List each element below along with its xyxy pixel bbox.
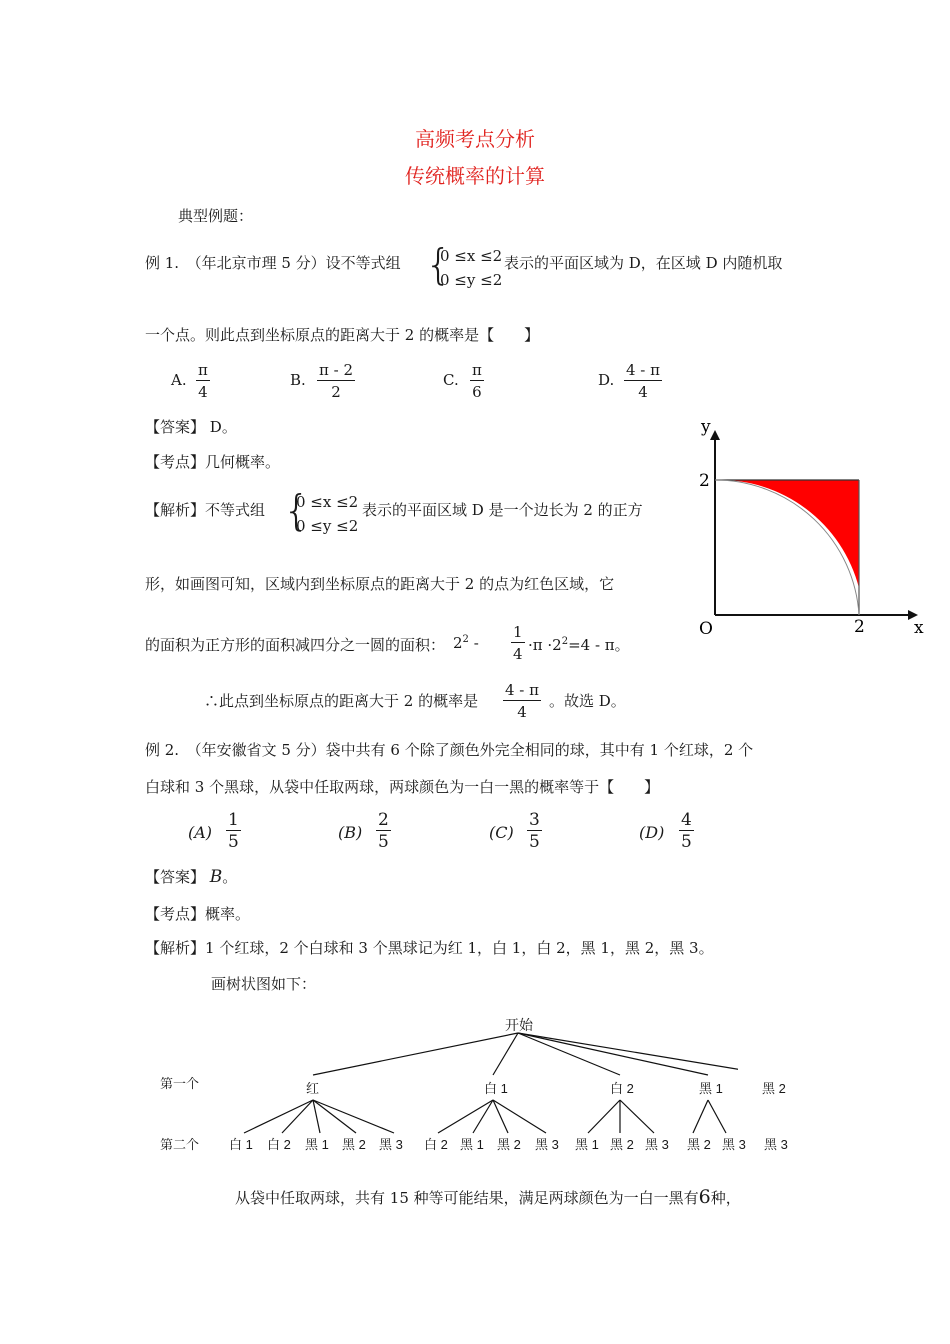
formula-end: 。 [614,636,630,654]
answer-value: D。 [209,418,237,436]
ex2-option-a-label: (A) [188,823,213,842]
formula-tail: =4 - π [568,636,615,654]
tree-level2-node: 黑 1 [575,1137,599,1152]
fraction-numerator: π - 2 [319,361,354,379]
tree-level2-node: 白 2 [424,1137,448,1152]
ex1-conclusion-prefix: ∴此点到坐标原点的距离大于 2 的概率是 [204,692,479,710]
final-suffix: 种， [710,1189,741,1207]
ex1-conclusion-fraction [503,680,541,723]
ex1-analysis-line2: 形，如画图可知，区域内到坐标原点的距离大于 2 的点为红色区域，它 [145,575,615,593]
ex1-system-line1: 0 ≤x ≤2 [440,247,503,265]
brace-icon: { [283,486,310,535]
origin-label: O [699,619,713,639]
tree-level2-node: 黑 3 [535,1137,559,1152]
final-prefix: 从袋中任取两球，共有 15 种等可能结果，满足两球颜色为一白一黑有 [235,1189,699,1207]
ex2-answer [145,866,237,887]
ex2-question-line1: 例 2. （年安徽省文 5 分）袋中共有 6 个除了颜色外完全相同的球，其中有 1 个红球，2 个 [145,741,754,759]
area-formula-part2 [528,634,630,655]
tree-level1-node: 白 1 [484,1081,508,1096]
ex2-option-b-label: (B) [338,823,363,842]
fraction-numerator: 1 [228,810,239,830]
tree-level2-node: 黑 3 [722,1137,746,1152]
y-axis-arrow-icon [710,430,720,440]
fraction-denominator: 4 [638,383,648,401]
ex2-question-line2: 白球和 3 个黑球，从袋中任取两球，两球颜色为一白一黑的概率等于【 】 [145,778,660,796]
tree-root: 开始 [505,1017,533,1033]
tree-level2-node: 黑 2 [610,1137,634,1152]
fraction-denominator: 5 [681,832,692,852]
ex1-option-d-fraction [624,360,662,403]
tree-level1-node: 黑 2 [762,1081,786,1096]
tree-row1-label: 第一个 [160,1076,200,1091]
final-number: 6 [698,1186,711,1208]
ex1-analysis-prefix [145,499,265,520]
ex1-option-d-label: D. [598,371,615,389]
page-subtitle: 传统概率的计算 [405,164,545,188]
analysis-text: 不等式组 [205,501,266,519]
fraction-numerator: 4 - π [505,681,540,699]
ex1-option-a-fraction [196,360,210,403]
intro-label: 典型例题： [178,207,254,225]
x-tick-label: 2 [854,617,865,637]
fraction-numerator: 1 [513,623,523,641]
formula-rest: ·π ·2 [528,636,562,654]
tree-level2-node: 黑 2 [687,1137,711,1152]
region-figure [685,410,935,645]
point-tag: 【考点】 [145,905,206,923]
formula-base: 2 [453,634,463,652]
point-tag: 【考点】 [145,453,206,471]
fraction-numerator: 2 [378,810,389,830]
answer-tag: 【答案】 [145,418,206,436]
tree-level2-node: 黑 1 [460,1137,484,1152]
fraction-numerator: 4 [681,810,692,830]
ex2-option-c-fraction [527,810,542,853]
point-value: 几何概率。 [205,453,281,471]
y-tick-label: 2 [699,471,710,491]
ex1-suffix: 表示的平面区域为 D，在区域 D 内随机取 [504,254,783,272]
tree-level2-node: 黑 2 [497,1137,521,1152]
formula-exponent: 2 [462,634,469,645]
area-formula-fraction [511,622,525,665]
x-axis-label: x [914,618,924,638]
tree-level2-node: 黑 3 [379,1137,403,1152]
ex2-final-line [235,1186,741,1208]
ex1-question-line2: 一个点。则此点到坐标原点的距离大于 2 的概率是【 】 [145,326,540,344]
formula-minus: - [468,634,479,652]
ex1-option-b-fraction [317,360,355,403]
ex1-option-b-label: B. [290,371,306,389]
fraction-numerator: π [472,361,482,379]
fraction-numerator: 4 - π [626,361,661,379]
fraction-denominator: 4 [198,383,208,401]
ex2-option-b-fraction [376,810,391,853]
page-title: 高频考点分析 [415,127,535,151]
ex1-system [440,244,502,292]
ex1-conclusion-suffix: 。故选 D。 [549,692,626,710]
ex2-point [145,903,250,924]
brace-icon: { [425,240,452,289]
ex1-analysis-line3: 的面积为正方形的面积减四分之一圆的面积： [145,636,446,654]
tree-level2-node: 黑 2 [342,1137,366,1152]
analysis-text: 1 个红球，2 个白球和 3 个黑球记为红 1，白 1，白 2，黑 1，黑 2，黑 3。 [205,939,714,957]
red-region [715,480,859,588]
ex2-analysis [145,937,714,958]
fraction-numerator: π [198,361,208,379]
fraction-denominator: 4 [517,703,527,721]
analysis-tag: 【解析】 [145,501,206,519]
y-axis-label: y [701,417,711,437]
ex1-answer [145,416,237,437]
fraction-numerator: 3 [529,810,540,830]
ex1-analysis-suffix: 表示的平面区域 D 是一个边长为 2 的正方 [362,501,643,519]
tree-intro: 画树状图如下： [211,975,317,993]
tree-level2-node: 黑 3 [764,1137,788,1152]
tree-level1-node: 红 [306,1081,320,1096]
tree-level2-node: 白 2 [267,1137,291,1152]
tree-level1-node: 白 2 [610,1081,634,1096]
point-value: 概率。 [205,905,251,923]
ex1-prefix: 例 1. （年北京市理 5 分）设不等式组 [145,254,401,272]
tree-level2-node: 黑 3 [645,1137,669,1152]
ex1-option-c-label: C. [443,371,459,389]
area-formula-part1 [453,634,479,652]
analysis-system-line1: 0 ≤x ≤2 [296,493,359,511]
ex1-option-c-fraction [470,360,484,403]
formula-exponent: 2 [561,636,569,647]
analysis-system-line2: 0 ≤y ≤2 [296,517,359,535]
answer-value: B [209,867,223,887]
ex1-point [145,451,280,472]
tree-level1-node: 黑 1 [699,1081,723,1096]
fraction-denominator: 5 [378,832,389,852]
ex2-option-c-label: (C) [489,823,514,842]
fraction-denominator: 5 [228,832,239,852]
answer-end: 。 [222,868,238,886]
ex2-option-a-fraction [226,810,241,853]
tree-row2-label: 第二个 [160,1137,200,1152]
fraction-denominator: 6 [472,383,482,401]
ex1-system-line2: 0 ≤y ≤2 [440,271,503,289]
ex1-option-a-label: A. [171,371,187,389]
fraction-denominator: 5 [529,832,540,852]
answer-tag: 【答案】 [145,868,206,886]
fraction-denominator: 4 [513,645,523,663]
ex1-analysis-system [296,490,358,538]
ex2-option-d-label: (D) [639,823,665,842]
ex2-option-d-fraction [679,810,694,853]
fraction-denominator: 2 [331,383,341,401]
analysis-tag: 【解析】 [145,939,206,957]
tree-level2-node: 白 1 [229,1137,253,1152]
tree-level2-node: 黑 1 [305,1137,329,1152]
